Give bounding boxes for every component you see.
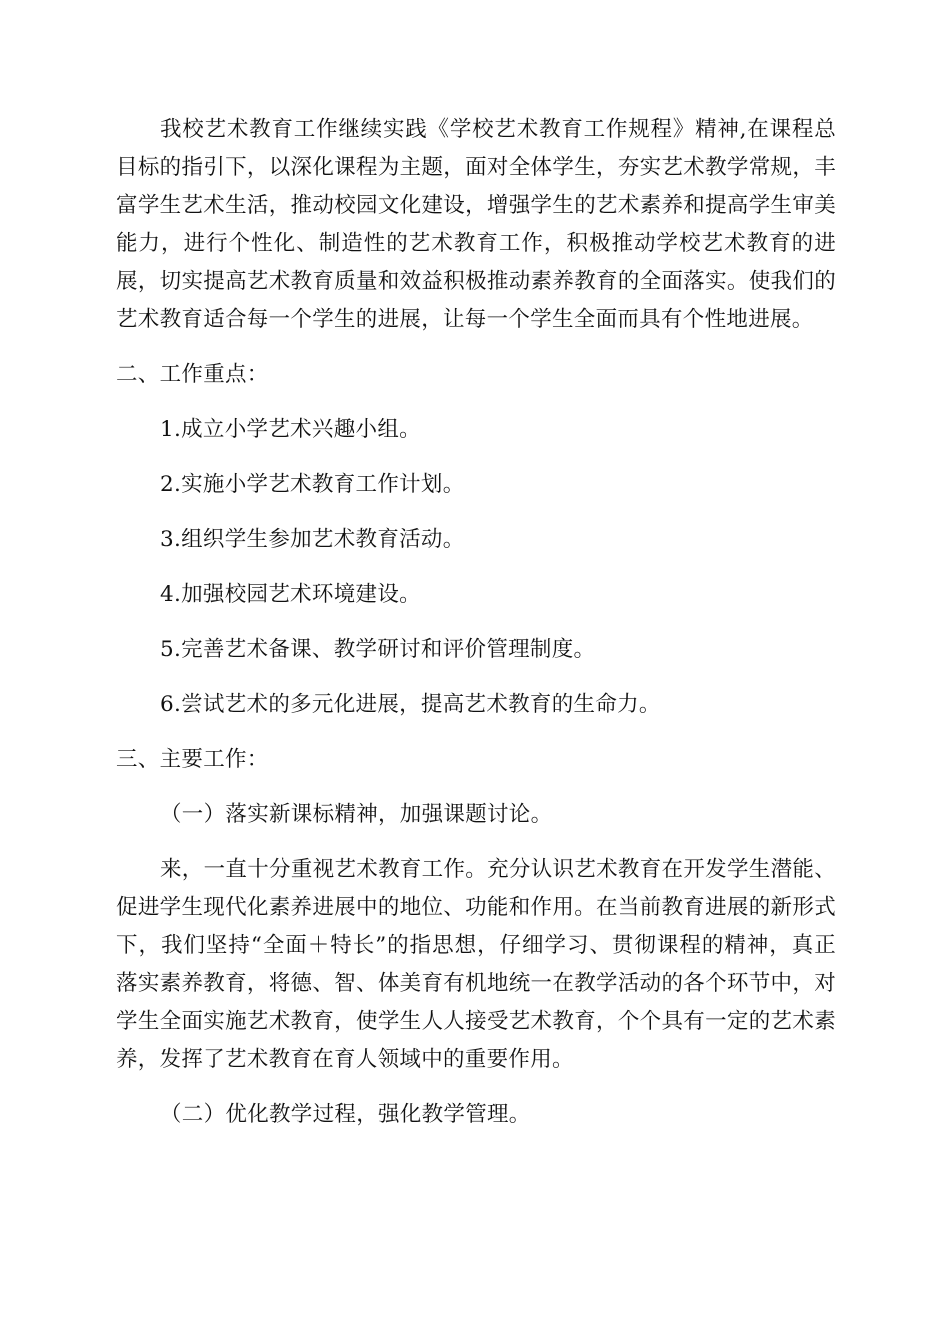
section-heading-work-focus: 二、工作重点：	[116, 362, 269, 387]
list-item: 2.实施小学艺术教育工作计划。	[160, 472, 465, 497]
list-item: 4.加强校园艺术环境建设。	[160, 582, 421, 607]
subsection-heading-2: （二）优化教学过程，强化教学管理。	[160, 1102, 531, 1127]
document-body	[116, 111, 836, 1134]
intro-paragraph: 我校艺术教育工作继续实践《学校艺术教育工作规程》精神,在课程总目标的指引下，以深化课程为主题，面对全体学生，夯实艺术教学常规，丰富学生艺术生活，推动校园文化建设，增强学生的艺术素养和提高学生审美能力，进行个性化、制造性的艺术教育工作，积极推动学校艺术教育的进展，切实提高艺术教育质量和效益积极推动素养教育的全面落实。使我们的艺术教育适合每一个学生的进展，让每一个学生全面而具有个性地进展。	[116, 117, 836, 332]
subsection-1-paragraph: 来，一直十分重视艺术教育工作。充分认识艺术教育在开发学生潜能、促进学生现代化素养进展中的地位、功能和作用。在当前教育进展的新形式下，我们坚持“全面＋特长”的指思想，仔细学习、贯彻课程的精神，真正落实素养教育，将德、智、体美育有机地统一在教学活动的各个环节中，对学生全面实施艺术教育，使学生人人接受艺术教育，个个具有一定的艺术素养，发挥了艺术教育在育人领域中的重要作用。	[116, 857, 836, 1072]
list-item: 1.成立小学艺术兴趣小组。	[160, 417, 421, 442]
subsection-heading-1: （一）落实新课标精神，加强课题讨论。	[160, 802, 553, 827]
list-item: 5.完善艺术备课、教学研讨和评价管理制度。	[160, 637, 596, 662]
list-item: 6.尝试艺术的多元化进展，提高艺术教育的生命力。	[160, 692, 661, 717]
section-heading-main-work: 三、主要工作：	[116, 747, 269, 772]
list-item: 3.组织学生参加艺术教育活动。	[160, 527, 465, 552]
